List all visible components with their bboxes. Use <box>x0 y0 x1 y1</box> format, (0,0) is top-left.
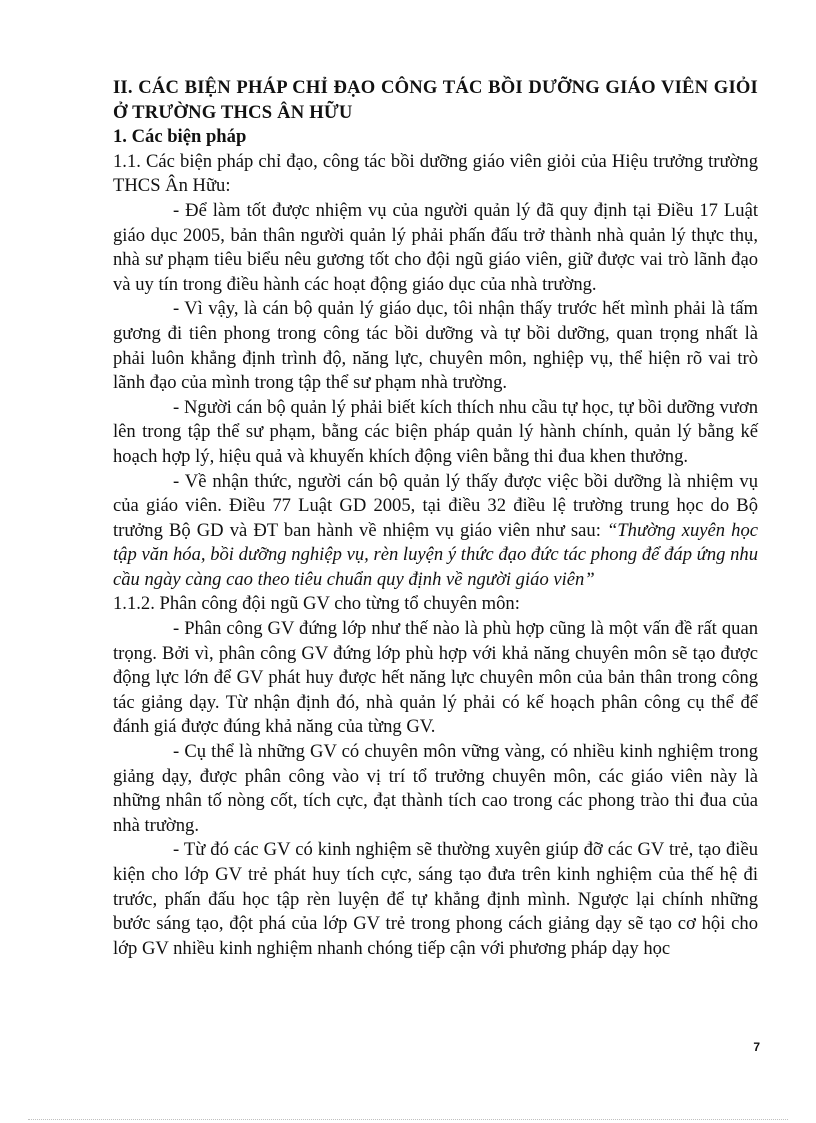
page-bottom-divider <box>28 1119 788 1120</box>
page-number: 7 <box>753 1040 760 1054</box>
paragraph-1-1: 1.1. Các biện pháp chỉ đạo, công tác bồi dưỡng giáo viên giỏi của Hiệu trưởng trường THCS Ân Hữu: <box>113 150 758 197</box>
regulation-quote: “Thường xuyên học tập văn hóa, bồi dưỡng nghiệp vụ, rèn luyện ý thức đạo đức tác phong để đáp ứng nhu cầu ngày càng cao theo tiêu chuẩn quy định về người giáo viên” <box>113 519 758 590</box>
paragraph-1-1-2: 1.1.2. Phân công đội ngũ GV cho từng tổ chuyên môn: <box>113 593 520 615</box>
section-title: II. CÁC BIỆN PHÁP CHỈ ĐẠO CÔNG TÁC BỒI DƯỠNG GIÁO VIÊN GIỎI Ở TRƯỜNG THCS ÂN HỮU <box>113 77 758 123</box>
document-body <box>113 76 758 961</box>
paragraph-leadership-role: - Để làm tốt được nhiệm vụ của người quản lý đã quy định tại Điều 17 Luật giáo dục 2005, bản thân người quản lý phải phấn đấu trở thành nhà quản lý thực thụ, nhà sư phạm tiêu biểu nêu gương tốt cho đội ngũ giáo viên, giữ được vai trò lãnh đạo và uy tín trong điều hành các hoạt động giáo dục của nhà trường. <box>113 199 758 295</box>
awareness-text: - Về nhận thức, người cán bộ quản lý thấy được việc bồi dưỡng là nhiệm vụ của giáo viên. Điều 77 Luật GD 2005, tại điều 32 điều lệ trường trung học do Bộ trưởng Bộ GD và ĐT ban hành về nhiệm vụ giáo viên như sau: <box>113 470 758 541</box>
paragraph-mentoring: - Từ đó các GV có kinh nghiệm sẽ thường xuyên giúp đỡ các GV trẻ, tạo điều kiện cho lớp GV trẻ phát huy tích cực, sáng tạo đưa trên kinh nghiệm của thế hệ đi trước, phấn đấu học tập rèn luyện để tự khẳng định mình. Ngược lại chính những bước sáng tạo, đột phá của lớp GV trẻ trong phong cách giảng dạy sẽ tạo cơ hội cho lớp GV nhiều kinh nghiệm nhanh chóng tiếp cận với phương pháp dạy học <box>113 839 758 959</box>
paragraph-experienced-teachers: - Cụ thể là những GV có chuyên môn vững vàng, có nhiều kinh nghiệm trong giảng dạy, được phân công vào vị trí tổ trưởng chuyên môn, các giáo viên này là những nhân tố nòng cốt, tích cực, đạt thành tích cao trong các phong trào thi đua của nhà trường. <box>113 741 758 836</box>
paragraph-assignment: - Phân công GV đứng lớp như thế nào là phù hợp cũng là một vấn đề rất quan trọng. Bởi vì, phân công GV đứng lớp phù hợp với khả năng chuyên môn sẽ tạo được động lực lớn để GV phát huy được hết năng lực chuyên môn của bản thân trong công tác giảng dạy. Từ nhận định đó, nhà quản lý phải có kế hoạch phân công cụ thể để đánh giá được đúng khả năng của từng GV. <box>113 618 758 738</box>
subsection-title: 1. Các biện pháp <box>113 126 247 148</box>
paragraph-pioneer-example: - Vì vậy, là cán bộ quản lý giáo dục, tôi nhận thấy trước hết mình phải là tấm gương đi tiên phong trong công tác bồi dưỡng và tự bồi dưỡng, quan trọng nhất là phải luôn khẳng định trình độ, năng lực, chuyên môn, nghiệp vụ, thể hiện rõ vai trò lãnh đạo của mình trong tập thể sư phạm nhà trường. <box>113 298 758 394</box>
paragraph-awareness <box>113 470 758 593</box>
paragraph-self-study: - Người cán bộ quản lý phải biết kích thích nhu cầu tự học, tự bồi dưỡng vươn lên trong tập thể sư phạm, bằng các biện pháp quản lý hành chính, quản lý bằng kế hoạch hợp lý, hiệu quả và khuyến khích động viên bằng thi đua khen thưởng. <box>113 396 758 467</box>
